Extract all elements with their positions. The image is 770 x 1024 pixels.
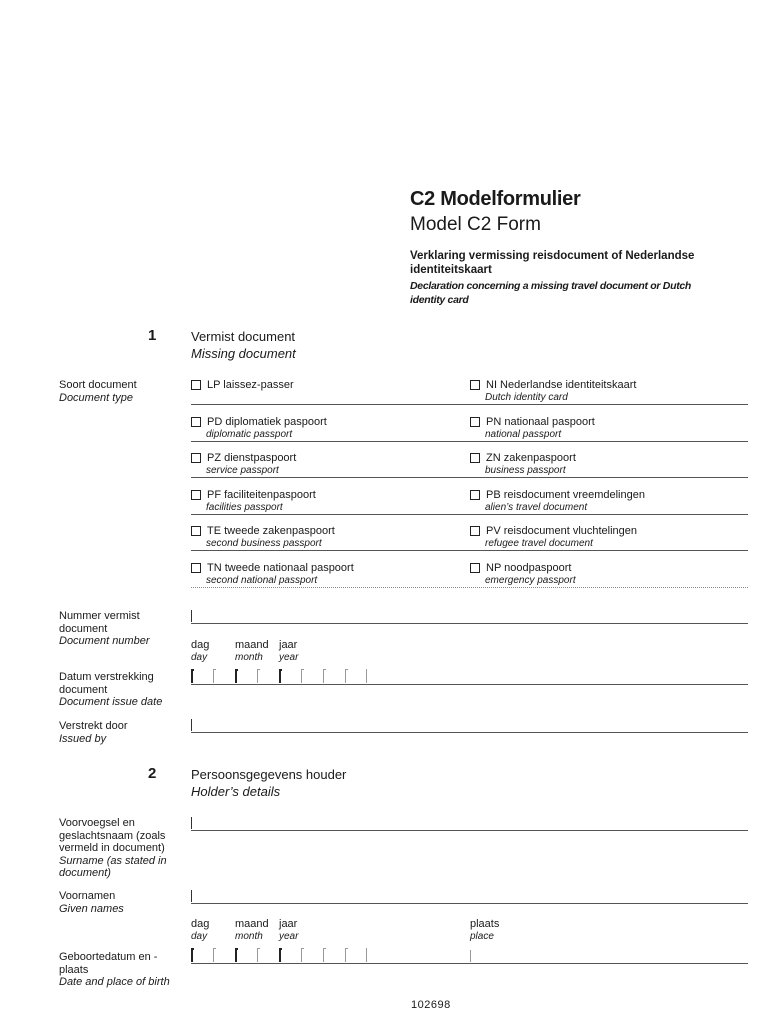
- checkbox[interactable]: [191, 563, 201, 573]
- birth-label: [59, 951, 177, 989]
- doc-type-label: [59, 379, 137, 404]
- surname-label-nl: Voorvoegsel en geslachtsnaam (zoals vermeld in document): [59, 817, 166, 854]
- month-label: maand: [235, 639, 269, 651]
- option-pv[interactable]: [470, 525, 637, 550]
- birth-date-field[interactable]: [191, 948, 461, 964]
- checkbox[interactable]: [191, 417, 201, 427]
- checkbox[interactable]: [470, 453, 480, 463]
- option-label-en: service passport: [206, 464, 279, 476]
- day-header: [191, 639, 209, 664]
- section-1-title: [191, 328, 296, 362]
- doc-type-label-en: Document type: [59, 391, 133, 404]
- option-label: LP laissez-passer: [207, 379, 294, 391]
- divider: [191, 550, 748, 551]
- declaration-en: Declaration concerning a missing travel document or Dutch identity card: [410, 280, 692, 306]
- option-label-en: Dutch identity card: [485, 391, 568, 403]
- option-label-en: refugee travel document: [485, 537, 593, 549]
- issued-by-field[interactable]: [191, 719, 748, 733]
- option-label-en: facilities passport: [206, 501, 283, 513]
- date-box-tick: [345, 948, 348, 962]
- date-box-tick: [279, 669, 282, 683]
- option-label-en: business passport: [485, 464, 566, 476]
- date-box-tick: [191, 948, 194, 962]
- date-box-tick: [257, 669, 260, 683]
- issue-date-label-en: Document issue date: [59, 696, 163, 708]
- checkbox[interactable]: [470, 490, 480, 500]
- form-code: 102698: [411, 999, 451, 1011]
- date-box-tick: [213, 669, 216, 683]
- checkbox[interactable]: [191, 526, 201, 536]
- checkbox[interactable]: [191, 453, 201, 463]
- option-pf[interactable]: [191, 489, 316, 514]
- section-2-title: [191, 766, 346, 800]
- birth-place-field[interactable]: [470, 950, 748, 964]
- checkbox[interactable]: [470, 563, 480, 573]
- option-pb[interactable]: [470, 489, 645, 514]
- section-1-title-nl: Vermist document: [191, 329, 296, 344]
- option-pd[interactable]: [191, 416, 327, 441]
- day-label-en: day: [191, 930, 208, 942]
- field-underline: [191, 963, 748, 964]
- given-names-field[interactable]: [191, 890, 748, 904]
- given-names-label: [59, 890, 124, 915]
- checkbox[interactable]: [470, 380, 480, 390]
- field-underline: [191, 732, 748, 733]
- option-np[interactable]: [470, 562, 576, 587]
- month-header: [235, 918, 269, 943]
- option-label: PD diplomatiek paspoort: [207, 416, 327, 428]
- issued-by-label-nl: Verstrekt door: [59, 720, 128, 732]
- option-label-en: diplomatic passport: [206, 428, 293, 440]
- issue-date-label: [59, 671, 169, 709]
- date-box-tick: [323, 948, 326, 962]
- year-label: jaar: [279, 918, 298, 930]
- birth-label-en: Date and place of birth: [59, 976, 170, 988]
- option-label-en: second business passport: [206, 537, 322, 549]
- option-label: ZN zakenpaspoort: [486, 452, 576, 464]
- text-cursor: [470, 950, 471, 962]
- date-box-tick: [301, 669, 304, 683]
- option-label-en: emergency passport: [485, 574, 576, 586]
- doc-type-label-nl: Soort document: [59, 379, 137, 391]
- day-label-en: day: [191, 651, 208, 663]
- option-pz[interactable]: [191, 452, 296, 477]
- form-title-nl: C2 Modelformulier: [410, 188, 581, 210]
- declaration-nl: Verklaring vermissing reisdocument of Nederlandse identiteitskaart: [410, 250, 695, 276]
- surname-field[interactable]: [191, 817, 748, 831]
- section-1-number: 1: [148, 327, 157, 344]
- option-label: PV reisdocument vluchtelingen: [486, 525, 638, 537]
- issued-by-label-en: Issued by: [59, 732, 107, 745]
- date-box-tick: [279, 948, 282, 962]
- birth-label-nl: Geboortedatum en -plaats: [59, 951, 158, 976]
- option-label: PZ dienstpaspoort: [207, 452, 297, 464]
- option-label: PN nationaal paspoort: [486, 416, 595, 428]
- year-header: [279, 639, 298, 664]
- surname-label-en: Surname (as stated in document): [59, 854, 167, 879]
- option-label: PF faciliteitenpaspoort: [207, 489, 316, 501]
- option-lp[interactable]: [191, 379, 294, 392]
- issue-date-field[interactable]: [191, 669, 748, 685]
- section-1-title-en: Missing document: [191, 346, 296, 361]
- checkbox[interactable]: [470, 526, 480, 536]
- year-label: jaar: [279, 639, 298, 651]
- option-label: PB reisdocument vreemdelingen: [486, 489, 645, 501]
- issue-date-label-nl: Datum verstrekking document: [59, 671, 154, 696]
- given-names-label-nl: Voornamen: [59, 890, 116, 902]
- option-zn[interactable]: [470, 452, 576, 477]
- date-box-tick: [257, 948, 260, 962]
- section-2-title-en: Holder’s details: [191, 784, 281, 799]
- field-underline: [191, 684, 748, 685]
- option-label: TN tweede nationaal paspoort: [207, 562, 354, 574]
- date-box-end: [366, 669, 367, 683]
- divider: [191, 404, 748, 405]
- day-label: dag: [191, 639, 210, 651]
- option-label: NI Nederlandse identiteitskaart: [486, 379, 637, 391]
- year-label-en: year: [279, 930, 299, 942]
- date-box-tick: [191, 669, 194, 683]
- doc-number-field[interactable]: [191, 610, 748, 624]
- field-underline: [191, 830, 748, 831]
- divider: [191, 587, 748, 588]
- section-2-title-nl: Persoonsgegevens houder: [191, 767, 347, 782]
- date-box-tick: [345, 669, 348, 683]
- date-box-tick: [235, 669, 238, 683]
- surname-label: [59, 817, 177, 880]
- month-label: maand: [235, 918, 269, 930]
- option-label-en: alien’s travel document: [485, 501, 588, 513]
- field-underline: [191, 623, 748, 624]
- divider: [191, 441, 748, 442]
- date-box-tick: [235, 948, 238, 962]
- place-label-en: place: [470, 930, 494, 942]
- checkbox[interactable]: [470, 417, 480, 427]
- day-header: [191, 918, 209, 943]
- option-te[interactable]: [191, 525, 335, 550]
- doc-number-label-nl: Nummer vermist document: [59, 610, 140, 635]
- month-label-en: month: [235, 930, 263, 942]
- section-2-number: 2: [148, 765, 157, 782]
- doc-number-label-en: Document number: [59, 635, 150, 647]
- month-label-en: month: [235, 651, 263, 663]
- year-label-en: year: [279, 651, 299, 663]
- option-tn[interactable]: [191, 562, 354, 587]
- option-label: NP noodpaspoort: [486, 562, 572, 574]
- doc-number-label: [59, 610, 169, 648]
- place-label: plaats: [470, 918, 500, 930]
- date-box-end: [366, 948, 367, 962]
- issued-by-label: [59, 720, 127, 745]
- date-box-tick: [323, 669, 326, 683]
- given-names-label-en: Given names: [59, 902, 124, 915]
- checkbox[interactable]: [191, 490, 201, 500]
- checkbox[interactable]: [191, 380, 201, 390]
- divider: [191, 477, 748, 478]
- field-underline: [191, 903, 748, 904]
- day-label: dag: [191, 918, 210, 930]
- option-label-en: national passport: [485, 428, 562, 440]
- option-pn[interactable]: [470, 416, 595, 441]
- option-label-en: second national passport: [206, 574, 318, 586]
- date-box-tick: [213, 948, 216, 962]
- option-label: TE tweede zakenpaspoort: [207, 525, 335, 537]
- date-box-tick: [301, 948, 304, 962]
- year-header: [279, 918, 298, 943]
- place-header: [470, 918, 499, 943]
- option-ni[interactable]: [470, 379, 636, 404]
- form-title-en: Model C2 Form: [410, 214, 541, 235]
- month-header: [235, 639, 269, 664]
- divider: [191, 514, 748, 515]
